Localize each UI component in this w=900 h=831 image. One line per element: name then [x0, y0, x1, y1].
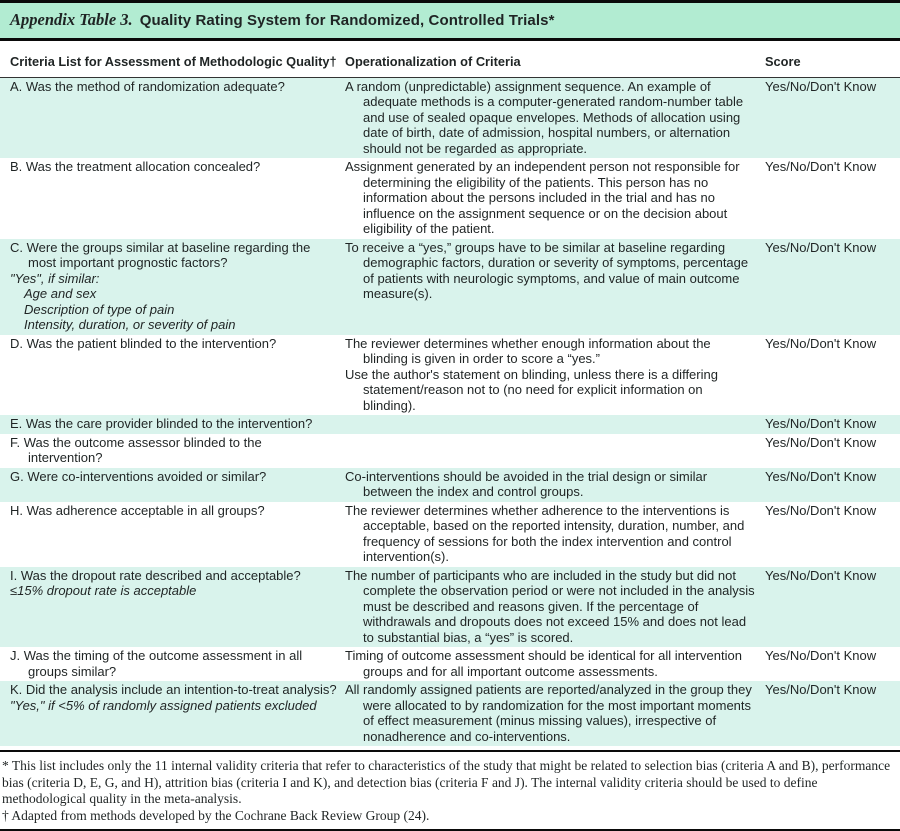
- table-row: [0, 415, 900, 434]
- criteria-cell: [0, 567, 345, 648]
- operationalization-cell: [345, 567, 765, 648]
- table-row: [0, 239, 900, 335]
- criteria-question: K. Did the analysis include an intention-to-treat analysis?: [10, 682, 337, 697]
- criteria-table-body: [0, 77, 900, 746]
- operationalization-paragraph: The reviewer determines whether adherence to the interventions is acceptable, based on the reported intensity, duration, number, and frequency of sessions for both the index intervention and control intervention(s).: [345, 502, 745, 564]
- criteria-cell: [0, 468, 345, 502]
- criteria-note: "Yes," if <5% of randomly assigned patients excluded: [10, 697, 317, 713]
- column-header-operationalization: Operationalization of Criteria: [345, 52, 765, 77]
- operationalization-cell: [345, 647, 765, 681]
- operationalization-cell: [345, 415, 765, 434]
- table-header: [0, 52, 900, 77]
- table-row: [0, 567, 900, 648]
- operationalization-paragraph: Assignment generated by an independent person not responsible for determining the eligibility of the patients. This person has no information about the persons included in the trial and has no influence on the assignment sequence or on the decision about eligibility of the patient.: [345, 159, 740, 236]
- score-cell: Yes/No/Don't Know: [765, 416, 877, 431]
- table-row: [0, 681, 900, 746]
- criteria-cell: [0, 335, 345, 416]
- criteria-question: J. Was the timing of the outcome assessment in all groups similar?: [10, 648, 303, 679]
- table-title: Quality Rating System for Randomized, Controlled Trials*: [139, 12, 555, 29]
- table-row: [0, 335, 900, 416]
- table-row: [0, 502, 900, 567]
- criteria-question: A. Was the method of randomization adequate?: [10, 78, 285, 94]
- operationalization-cell: [345, 681, 765, 746]
- criteria-cell: [0, 647, 345, 681]
- operationalization-cell: [345, 434, 765, 468]
- score-cell: Yes/No/Don't Know: [765, 159, 877, 174]
- table-title-band: [0, 0, 900, 41]
- criteria-cell: [0, 415, 345, 434]
- table-row: [0, 647, 900, 681]
- score-cell: Yes/No/Don't Know: [765, 468, 877, 484]
- criteria-note: Intensity, duration, or severity of pain: [24, 317, 236, 332]
- score-cell: Yes/No/Don't Know: [765, 648, 877, 663]
- score-cell: Yes/No/Don't Know: [765, 567, 877, 583]
- header-row: [0, 52, 900, 77]
- criteria-note: Age and sex: [24, 286, 97, 301]
- table-row: [0, 468, 900, 502]
- operationalization-cell: [345, 502, 765, 567]
- criteria-note: ≤15% dropout rate is acceptable: [10, 583, 197, 598]
- criteria-cell: [0, 434, 345, 468]
- table-row: [0, 158, 900, 239]
- operationalization-paragraph: The reviewer determines whether enough information about the blinding is given in order to score a “yes.”: [345, 335, 711, 366]
- quality-criteria-table: [0, 52, 900, 746]
- criteria-cell: [0, 502, 345, 567]
- score-cell: Yes/No/Don't Know: [765, 78, 877, 94]
- operationalization-cell: [345, 468, 765, 502]
- criteria-note: Description of type of pain: [24, 301, 175, 317]
- score-cell: Yes/No/Don't Know: [765, 434, 877, 450]
- operationalization-paragraph: Co-interventions should be avoided in the trial design or similar between the index and control groups.: [345, 468, 708, 499]
- criteria-question: I. Was the dropout rate described and acceptable?: [10, 567, 301, 583]
- criteria-question: E. Was the care provider blinded to the intervention?: [10, 416, 313, 431]
- criteria-cell: [0, 158, 345, 239]
- criteria-question: F. Was the outcome assessor blinded to the intervention?: [10, 434, 262, 465]
- criteria-cell: [0, 681, 345, 746]
- operationalization-cell: [345, 335, 765, 416]
- operationalization-paragraph: The number of participants who are included in the study but did not complete the observation period or were not included in the analysis must be described and reasons given. If the percentage of withdrawals and dropouts does not exceed 15% and does not lead to substantial bias, a “yes” is scored.: [345, 567, 755, 645]
- operationalization-paragraph: Timing of outcome assessment should be identical for all intervention groups and for all important outcome assessments.: [345, 648, 742, 679]
- score-cell: Yes/No/Don't Know: [765, 502, 877, 518]
- table-row: [0, 77, 900, 158]
- score-cell: Yes/No/Don't Know: [765, 335, 877, 351]
- table-number-label: Appendix Table 3.: [10, 10, 133, 29]
- criteria-cell: [0, 77, 345, 158]
- criteria-question: G. Were co-interventions avoided or similar?: [10, 468, 267, 484]
- criteria-cell: [0, 239, 345, 335]
- footnote-asterisk: * This list includes only the 11 internal validity criteria that refer to characteristics of the study that might be related to selection bias (criteria A and B), performance bias (criteria D, E, G, and H), attrition bias (criteria I and K), and detection bias (criteria F and J). The internal validity criteria should be used to define methodological quality in the meta-analysis.: [2, 758, 891, 806]
- footnote-dagger: † Adapted from methods developed by the Cochrane Back Review Group (24).: [2, 807, 430, 823]
- column-header-criteria: Criteria List for Assessment of Methodologic Quality†: [0, 52, 345, 77]
- score-cell: Yes/No/Don't Know: [765, 682, 877, 697]
- column-header-score: Score: [765, 52, 900, 77]
- operationalization-cell: [345, 77, 765, 158]
- operationalization-paragraph: A random (unpredictable) assignment sequence. An example of adequate methods is a computer-generated random-number table and use of sealed opaque envelopes. Methods of allocation using date of birth, date of admission, hospital numbers, or alternation should not be regarded as appropriate.: [345, 78, 744, 156]
- operationalization-paragraph: To receive a “yes,” groups have to be similar at baseline regarding demographic factors, duration or severity of symptoms, percentage of patients with neurologic symptoms, and value of main outcome measure(s).: [345, 239, 749, 301]
- criteria-question: B. Was the treatment allocation concealed?: [10, 159, 261, 174]
- criteria-note: "Yes", if similar:: [10, 270, 100, 286]
- criteria-question: D. Was the patient blinded to the intervention?: [10, 335, 277, 351]
- table-row: [0, 434, 900, 468]
- operationalization-paragraph: Use the author's statement on blinding, unless there is a differing statement/reason not to (no need for explicit information on blinding).: [345, 366, 718, 413]
- operationalization-cell: [345, 239, 765, 335]
- operationalization-paragraph: All randomly assigned patients are reported/analyzed in the group they were allocated to by randomization for the most important moments of effect measurement (minus missing values), irrespective of nonadherence and co-interventions.: [345, 682, 752, 744]
- operationalization-cell: [345, 158, 765, 239]
- score-cell: Yes/No/Don't Know: [765, 239, 877, 255]
- criteria-question: C. Were the groups similar at baseline regarding the most important prognostic factors?: [10, 239, 311, 270]
- criteria-question: H. Was adherence acceptable in all groups?: [10, 502, 265, 518]
